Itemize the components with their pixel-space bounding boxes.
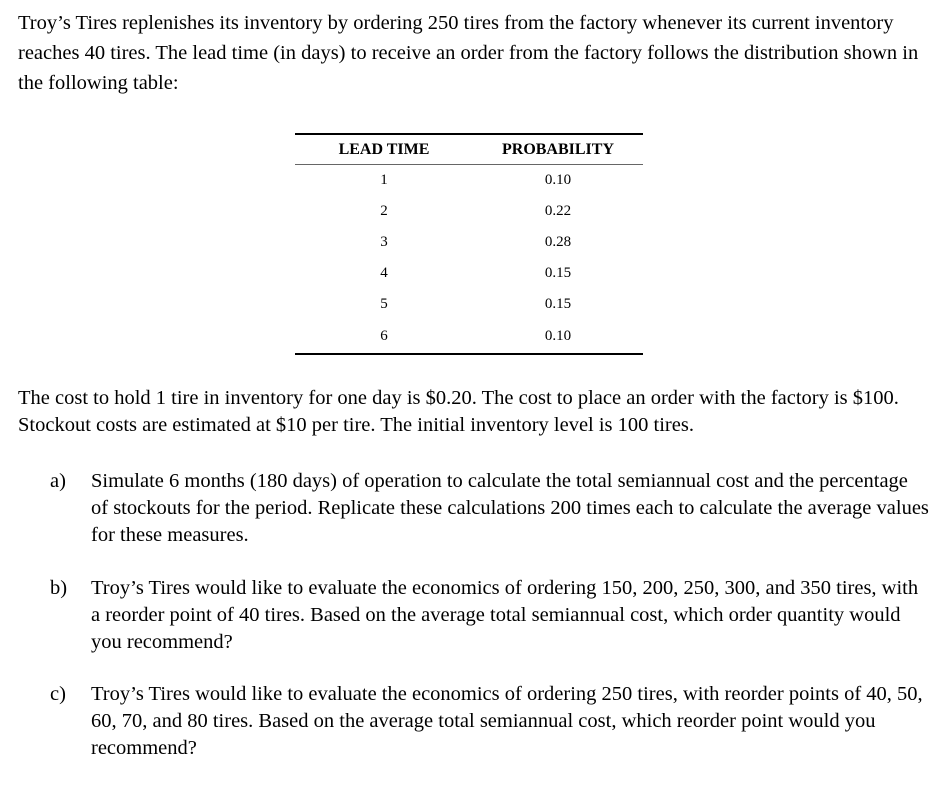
- costs-paragraph: The cost to hold 1 tire in inventory for one day is $0.20. The cost to place an order with the factory is $100. Stockout costs are estimated at $10 per tire. The initial inventory level is 100 tires.: [18, 387, 899, 436]
- probability-cell: 0.15: [544, 265, 572, 281]
- question-b: [50, 575, 930, 656]
- table-row: [295, 320, 643, 354]
- lead-time-cell: 2: [380, 203, 388, 219]
- probability-cell: 0.15: [544, 296, 572, 312]
- question-text: Troy’s Tires would like to evaluate the economics of ordering 250 tires, with reorder points of 40, 50, 60, 70, and 80 tires. Based on the average total semiannual cost, which reorder point would you recommend?: [91, 683, 923, 759]
- lead-time-cell: 1: [380, 172, 388, 188]
- table-row: [295, 196, 643, 227]
- table-row: [295, 258, 643, 289]
- lead-time-cell: 3: [380, 234, 388, 250]
- intro-paragraph: Troy’s Tires replenishes its inventory by ordering 250 tires from the factory whenever its current inventory reaches 40 tires. The lead time (in days) to receive an order from the factory follows the distribution shown in the following table:: [18, 12, 919, 94]
- question-c: [50, 681, 930, 762]
- table-row: [295, 165, 643, 197]
- probability-cell: 0.10: [473, 320, 643, 354]
- probability-cell: 0.10: [544, 172, 572, 188]
- header-probability: PROBABILITY: [473, 134, 643, 165]
- lead-time-cell: 6: [295, 320, 473, 354]
- question-marker: c): [50, 683, 66, 705]
- probability-cell: 0.22: [544, 203, 572, 219]
- question-text: Simulate 6 months (180 days) of operation to calculate the total semiannual cost and the percentage of stockouts for the period. Replicate these calculations 200 times each to calculate the average values for these measures.: [91, 470, 929, 546]
- table-row: [295, 289, 643, 320]
- probability-cell: 0.28: [544, 234, 572, 250]
- question-marker: a): [50, 470, 66, 492]
- table-header-row: [295, 134, 643, 165]
- table-row: [295, 227, 643, 258]
- lead-time-table: [295, 133, 643, 355]
- lead-time-cell: 4: [380, 265, 388, 281]
- header-lead-time: LEAD TIME: [295, 134, 473, 165]
- question-a: [50, 468, 930, 549]
- lead-time-cell: 5: [380, 296, 388, 312]
- question-text: Troy’s Tires would like to evaluate the economics of ordering 150, 200, 250, 300, and 350 tires, with a reorder point of 40 tires. Based on the average total semiannual cost, which order quantity would you recommend?: [91, 577, 919, 653]
- question-marker: b): [50, 577, 68, 599]
